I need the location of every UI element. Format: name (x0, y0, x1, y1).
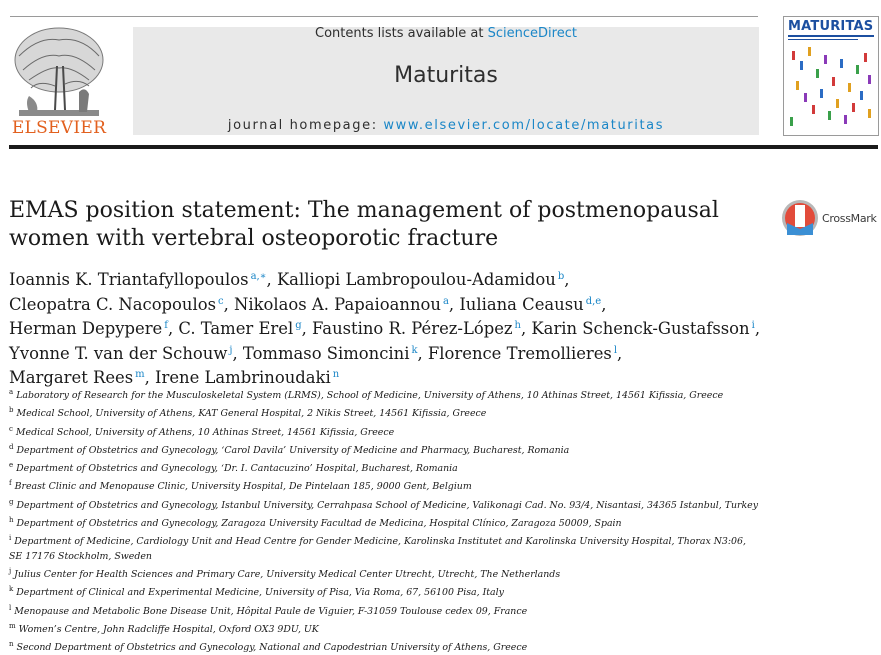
affiliation-text: Department of Obstetrics and Gynecology, Zaragoza University Facultad de Medicina, Hospital Clínico, Zaragoza 50009, Spain (16, 518, 622, 530)
affiliation-text: Menopause and Metabolic Bone Disease Unit, Hôpital Paule de Viguier, F-31059 Toulouse cedex 09, France (14, 605, 528, 617)
article-title (9, 197, 749, 253)
affiliation-text: Department of Medicine, Cardiology Unit and Head Centre for Gender Medicine, Karolinska Institutet and Karolinska University Hospital, Thorax N3:06, (14, 536, 746, 548)
author-name[interactable]: Florence Tremollieres (427, 343, 612, 363)
affiliation-text: Medical School, University of Athens, 10 Athinas Street, 14561 Kifissia, Greece (15, 426, 395, 438)
author-name[interactable]: Iuliana Ceausu (459, 294, 584, 314)
affiliation-key: g (9, 497, 14, 506)
author-name[interactable]: Karin Schenck-Gustafsson (531, 319, 750, 339)
affiliation-text: Department of Obstetrics and Gynecology, Istanbul University, Cerrahpasa School of Medicine, Valikonagi Cad. No. 93/4, Nisantasi, 34365 Istanbul, Turkey (16, 499, 758, 511)
affiliation-item (9, 495, 869, 513)
author-name[interactable]: Yvonne T. van der Schouw (9, 343, 228, 363)
journal-homepage-link[interactable]: www.elsevier.com/locate/maturitas (383, 118, 665, 133)
homepage-prefix: journal homepage: (227, 118, 378, 133)
author-name[interactable]: Tommaso Simoncini (242, 343, 410, 363)
affiliation-item (9, 422, 869, 440)
affiliation-item (9, 582, 869, 600)
crossmark-label[interactable]: CrossMark (822, 212, 877, 225)
affiliation-text: Julius Center for Health Sciences and Primary Care, University Medical Center Utrecht, Utrecht, The Netherlands (14, 568, 561, 580)
affiliation-key: c (9, 424, 13, 433)
author-name[interactable]: Kalliopi Lambropoulou-Adamidou (276, 270, 556, 289)
header-thick-rule (9, 145, 878, 149)
affiliation-superscript[interactable]: m (135, 369, 145, 381)
affiliation-item (9, 458, 869, 476)
affiliation-item (9, 403, 869, 421)
author-name[interactable]: Nikolaos A. Papaioannou (234, 294, 441, 314)
publisher-wordmark: ELSEVIER (11, 118, 107, 138)
affiliation-key: n (9, 640, 14, 649)
affiliation-text: Laboratory of Research for the Musculoskeletal System (LRMS), School of Medicine, University of Athens, 10 Athinas Street, 14561 Kifissia, Greece (16, 390, 724, 401)
author-name[interactable]: Irene Lambrinoudaki (155, 368, 331, 388)
author-list (9, 266, 869, 389)
affiliation-key: a (9, 388, 14, 396)
affiliation-text: Women’s Centre, John Radcliffe Hospital, Oxford OX3 9DU, UK (18, 623, 319, 635)
contents-line (133, 26, 759, 41)
affiliation-text: Breast Clinic and Menopause Clinic, University Hospital, De Pintelaan 185, 9000 Gent, Belgium (14, 481, 472, 493)
affiliation-superscript[interactable]: a (442, 295, 449, 307)
journal-cover (783, 16, 879, 136)
author-name[interactable]: Faustino R. Pérez-López (312, 319, 513, 339)
author-name[interactable]: Ioannis K. Triantafyllopoulos (9, 270, 249, 289)
affiliation-list (9, 385, 869, 655)
author-name[interactable]: Herman Depypere (9, 319, 163, 339)
affiliation-item (9, 476, 869, 494)
affiliation-key: h (9, 516, 14, 525)
affiliation-superscript[interactable]: b (557, 271, 565, 282)
journal-homepage-line (133, 118, 759, 133)
affiliation-key: k (9, 585, 14, 594)
affiliation-item (9, 619, 869, 637)
affiliation-item (9, 564, 869, 582)
affiliation-key: b (9, 406, 14, 415)
affiliation-superscript[interactable]: n (332, 369, 340, 381)
affiliation-text: Second Department of Obstetrics and Gynecology, National and Capodestrian University of Athens, Greece (16, 642, 528, 654)
affiliation-item (9, 513, 869, 531)
affiliation-key: i (9, 534, 12, 543)
affiliation-superscript[interactable]: c (218, 295, 224, 307)
cover-artwork (784, 17, 878, 135)
affiliation-item (9, 531, 869, 549)
journal-title: Maturitas (394, 63, 498, 88)
affiliation-item (9, 440, 869, 458)
affiliation-key: m (9, 621, 16, 630)
affiliation-superscript[interactable]: j (229, 344, 233, 356)
author-name[interactable]: Margaret Rees (9, 368, 134, 388)
affiliation-key: d (9, 442, 14, 451)
affiliation-superscript[interactable]: l (613, 344, 618, 356)
article-title-line2: women with vertebral osteoporotic fracture (9, 226, 499, 251)
affiliation-text: Medical School, University of Athens, KAT General Hospital, 2 Nikis Street, 14561 Kifissia, Greece (16, 408, 487, 420)
affiliation-superscript[interactable]: i (751, 320, 755, 332)
author-name[interactable]: C. Tamer Erel (178, 319, 294, 339)
author-line: Ioannis K. Triantafyllopoulos $^{a,∗}$, Kalliopi Lambropoulou-Adamidou $^b$, (9, 270, 570, 289)
affiliation-superscript[interactable]: h (514, 320, 521, 332)
affiliation-superscript[interactable]: f (164, 320, 168, 332)
affiliation-text: Department of Obstetrics and Gynecology, ‘Dr. I. Cantacuzino’ Hospital, Bucharest, Romania (16, 463, 458, 475)
sciencedirect-link[interactable]: ScienceDirect (487, 26, 577, 41)
affiliation-key: l (9, 603, 12, 612)
affiliation-item-continuation (9, 550, 869, 564)
affiliation-item (9, 637, 869, 655)
affiliation-key: f (9, 479, 12, 488)
affiliation-key: j (9, 566, 12, 575)
affiliation-item (9, 601, 869, 619)
top-rule (10, 16, 758, 17)
cover-title: MATURITAS (788, 19, 874, 34)
article-title-line1: EMAS position statement: The management of postmenopausal (9, 198, 719, 223)
affiliation-superscript[interactable]: k (411, 344, 418, 356)
author-line: Cleopatra C. Nacopoulos $^c$, Nikolaos A. Papaioannou $^a$, Iuliana Ceausu $^{d,e}$, (9, 294, 607, 314)
author-line: Herman Depypere $^f$, C. Tamer Erel $^g$, Faustino R. Pérez-López $^h$, Karin Schenck-Gustafsson $^i$, (9, 319, 761, 339)
affiliation-text: SE 17176 Stockholm, Sweden (9, 550, 152, 562)
contents-prefix: Contents lists available at (315, 26, 484, 41)
affiliation-superscript[interactable]: d,e (585, 295, 602, 307)
affiliation-text: Department of Clinical and Experimental Medicine, University of Pisa, Via Roma, 67, 56100 Pisa, Italy (16, 587, 504, 599)
author-name[interactable]: Cleopatra C. Nacopoulos (9, 294, 216, 314)
affiliation-text: Department of Obstetrics and Gynecology, ‘Carol Davila’ University of Medicine and Pharmacy, Bucharest, Romania (16, 444, 570, 456)
affiliation-superscript[interactable]: g (295, 320, 302, 332)
author-line: Yvonne T. van der Schouw $^j$, Tommaso Simoncini $^k$, Florence Tremollieres $^l$, (9, 343, 623, 363)
affiliation-key: e (9, 461, 14, 470)
author-line: Margaret Rees $^m$, Irene Lambrinoudaki $^n$ (9, 368, 340, 388)
affiliation-superscript[interactable]: a,∗ (250, 271, 267, 282)
affiliation-item (9, 385, 869, 403)
